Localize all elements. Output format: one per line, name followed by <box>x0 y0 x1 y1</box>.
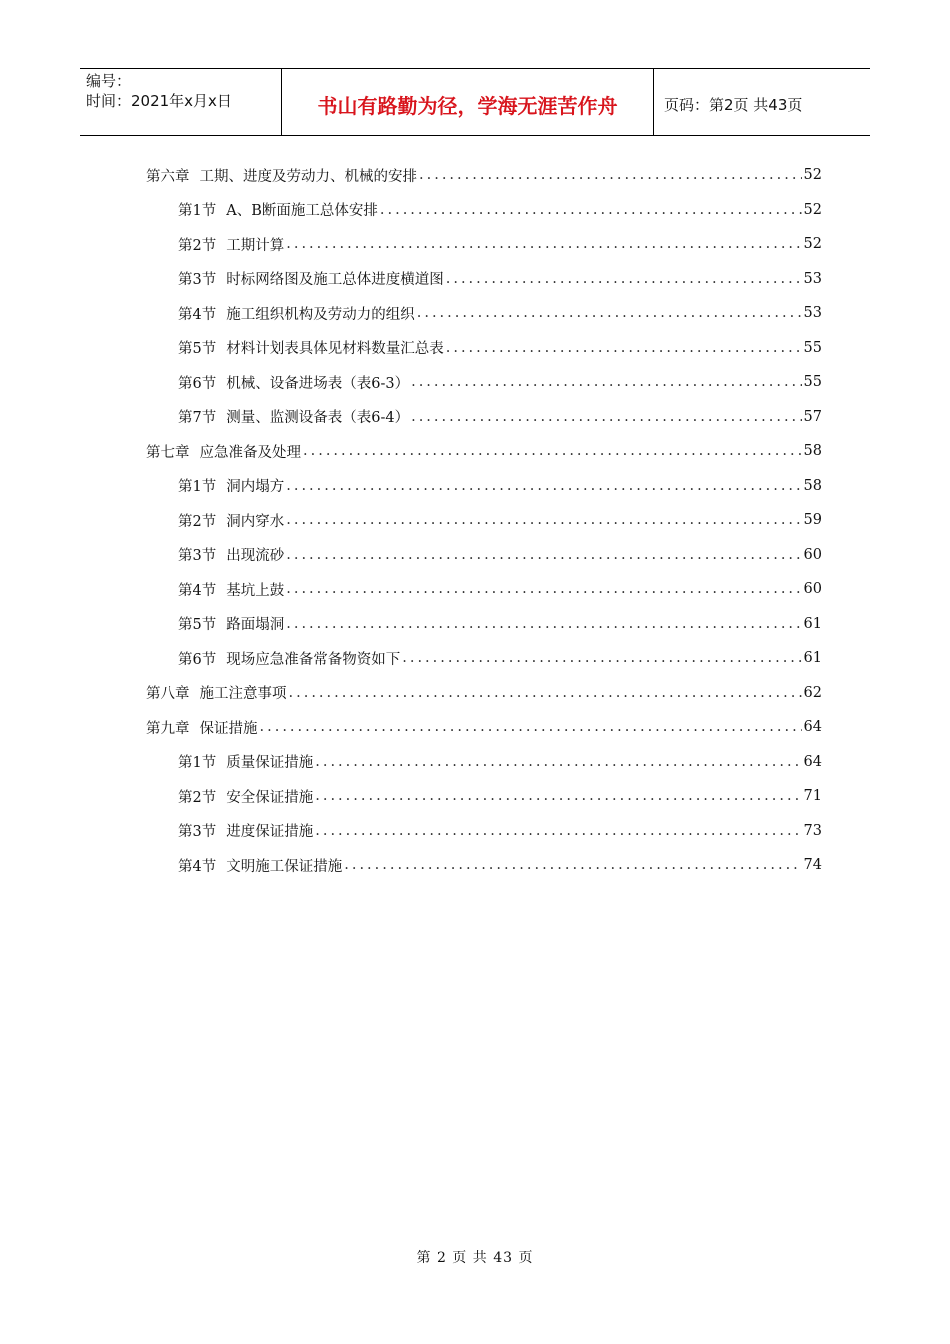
toc-dot-leader <box>286 512 801 528</box>
toc-entry-page: 58 <box>803 443 822 460</box>
toc-entry-page: 57 <box>803 408 822 425</box>
toc-entry-number: 第7节 <box>178 410 217 427</box>
toc-entry[interactable] <box>146 814 822 849</box>
toc-entry-page: 71 <box>803 788 822 805</box>
toc-entry-page: 52 <box>803 167 822 184</box>
toc-entry[interactable] <box>146 676 822 711</box>
toc-entry-number: 第6节 <box>178 375 217 392</box>
toc-dot-leader <box>286 236 801 252</box>
toc-dot-leader <box>419 167 802 183</box>
toc-dot-leader <box>260 719 802 735</box>
toc-dot-leader <box>411 374 801 390</box>
toc-entry-page: 62 <box>803 684 822 701</box>
serial-label: 编号： <box>86 72 132 90</box>
header-motto: 书山有路勤为径，学海无涯苦作舟 <box>282 69 654 135</box>
toc-entry-number: 第1节 <box>178 755 217 772</box>
table-of-contents <box>146 158 822 883</box>
toc-entry-number: 第八章 <box>146 686 190 703</box>
toc-entry[interactable] <box>146 365 822 400</box>
toc-entry-page: 59 <box>803 512 822 529</box>
toc-entry-page: 61 <box>803 615 822 632</box>
toc-dot-leader <box>315 754 801 770</box>
toc-entry-page: 60 <box>803 581 822 598</box>
toc-entry-number: 第3节 <box>178 272 217 289</box>
toc-entry-title: 现场应急准备常备物资如下 <box>226 651 401 668</box>
toc-entry[interactable] <box>146 745 822 780</box>
toc-entry-number: 第六章 <box>146 168 190 185</box>
toc-dot-leader <box>286 547 801 563</box>
toc-entry[interactable] <box>146 400 822 435</box>
toc-entry-title: 测量、监测设备表（表6-4） <box>226 410 410 427</box>
toc-dot-leader <box>315 788 801 804</box>
toc-entry-title: 材料计划表具体见材料数量汇总表 <box>226 341 444 358</box>
toc-entry[interactable] <box>146 572 822 607</box>
header-meta <box>80 69 282 135</box>
toc-entry[interactable] <box>146 469 822 504</box>
toc-dot-leader <box>446 340 802 356</box>
toc-entry-page: 64 <box>803 753 822 770</box>
toc-entry-title: 时标网络图及施工总体进度横道图 <box>226 272 444 289</box>
toc-entry-page: 73 <box>803 822 822 839</box>
toc-entry[interactable] <box>146 710 822 745</box>
toc-entry-title: 洞内塌方 <box>226 479 285 496</box>
toc-dot-leader <box>380 202 802 218</box>
toc-entry[interactable] <box>146 503 822 538</box>
toc-entry-title: 进度保证措施 <box>226 824 314 841</box>
toc-entry-number: 第3节 <box>178 548 217 565</box>
toc-entry-title: 施工组织机构及劳动力的组织 <box>226 306 415 323</box>
toc-entry[interactable] <box>146 158 822 193</box>
toc-entry[interactable] <box>146 296 822 331</box>
toc-entry-title: 应急准备及处理 <box>199 444 301 461</box>
toc-entry-number: 第3节 <box>178 824 217 841</box>
toc-entry-number: 第4节 <box>178 306 217 323</box>
toc-entry-title: 施工注意事项 <box>199 686 287 703</box>
toc-entry-number: 第2节 <box>178 789 217 806</box>
toc-entry-page: 64 <box>803 719 822 736</box>
toc-entry[interactable] <box>146 227 822 262</box>
toc-entry-number: 第九章 <box>146 720 190 737</box>
toc-entry-page: 60 <box>803 546 822 563</box>
toc-entry-number: 第4节 <box>178 858 217 875</box>
toc-entry[interactable] <box>146 641 822 676</box>
toc-entry-number: 第1节 <box>178 203 217 220</box>
toc-entry-title: 工期、进度及劳动力、机械的安排 <box>199 168 417 185</box>
toc-entry[interactable] <box>146 193 822 228</box>
toc-entry-title: A、B断面施工总体安排 <box>226 203 378 220</box>
toc-entry[interactable] <box>146 607 822 642</box>
toc-entry-title: 安全保证措施 <box>226 789 314 806</box>
toc-entry-title: 洞内穿水 <box>226 513 285 530</box>
toc-entry-number: 第2节 <box>178 237 217 254</box>
toc-entry[interactable] <box>146 779 822 814</box>
toc-entry[interactable] <box>146 434 822 469</box>
toc-dot-leader <box>286 616 801 632</box>
toc-entry-number: 第1节 <box>178 479 217 496</box>
toc-dot-leader <box>411 409 801 425</box>
toc-entry-page: 52 <box>803 201 822 218</box>
toc-entry-page: 55 <box>803 339 822 356</box>
toc-entry-page: 58 <box>803 477 822 494</box>
toc-dot-leader <box>286 581 801 597</box>
toc-entry-title: 工期计算 <box>226 237 285 254</box>
toc-entry-page: 53 <box>803 270 822 287</box>
toc-entry[interactable] <box>146 848 822 883</box>
toc-entry-title: 机械、设备进场表（表6-3） <box>226 375 410 392</box>
toc-entry-title: 质量保证措施 <box>226 755 314 772</box>
toc-entry-title: 文明施工保证措施 <box>226 858 343 875</box>
date-label: 时间：2021年x月x日 <box>86 92 232 110</box>
toc-entry-page: 55 <box>803 374 822 391</box>
toc-dot-leader <box>286 478 801 494</box>
toc-dot-leader <box>303 443 802 459</box>
toc-entry-number: 第2节 <box>178 513 217 530</box>
toc-entry-page: 53 <box>803 305 822 322</box>
toc-entry-page: 61 <box>803 650 822 667</box>
toc-entry-page: 52 <box>803 236 822 253</box>
toc-dot-leader <box>417 305 802 321</box>
toc-dot-leader <box>315 823 801 839</box>
page-footer: 第 2 页 共 43 页 <box>416 1250 534 1266</box>
toc-entry-number: 第七章 <box>146 444 190 461</box>
toc-entry-number: 第6节 <box>178 651 217 668</box>
toc-entry-number: 第5节 <box>178 617 217 634</box>
toc-dot-leader <box>289 685 802 701</box>
toc-entry[interactable] <box>146 331 822 366</box>
toc-entry-page: 74 <box>803 857 822 874</box>
toc-dot-leader <box>446 271 802 287</box>
toc-entry-title: 保证措施 <box>199 720 258 737</box>
toc-entry-number: 第4节 <box>178 582 217 599</box>
header-page-info: 页码：第2页 共43页 <box>664 95 803 114</box>
toc-entry-title: 路面塌洞 <box>226 617 285 634</box>
page-header <box>80 68 870 136</box>
toc-dot-leader <box>402 650 801 666</box>
toc-entry[interactable] <box>146 538 822 573</box>
toc-entry[interactable] <box>146 262 822 297</box>
toc-entry-title: 基坑上鼓 <box>226 582 285 599</box>
toc-entry-title: 出现流砂 <box>226 548 285 565</box>
toc-entry-number: 第5节 <box>178 341 217 358</box>
toc-dot-leader <box>344 857 801 873</box>
